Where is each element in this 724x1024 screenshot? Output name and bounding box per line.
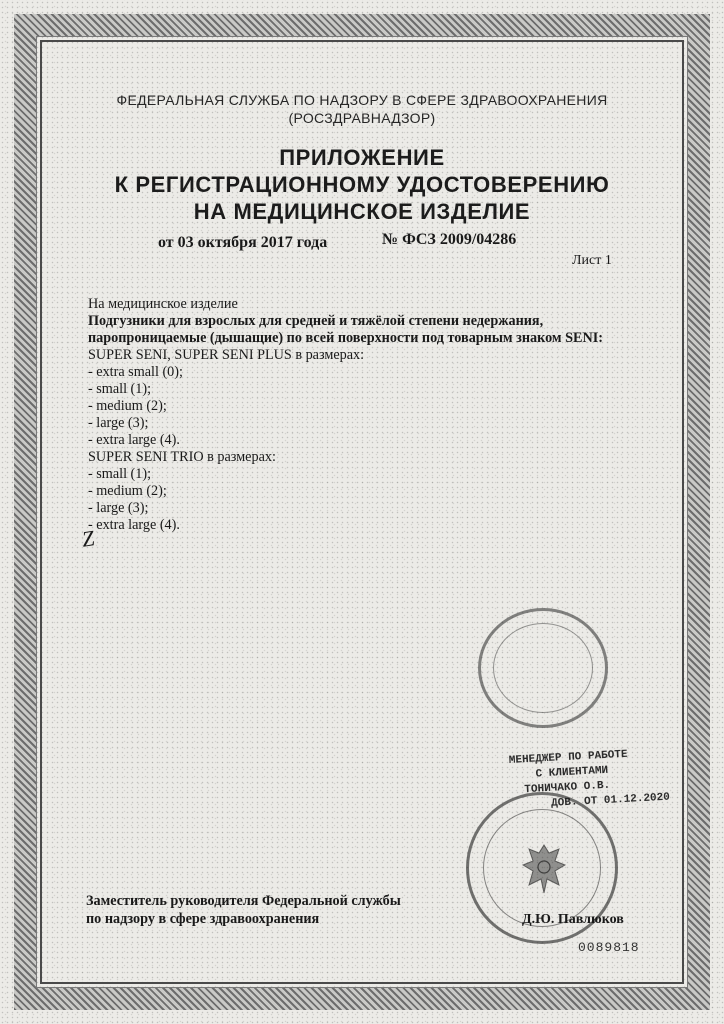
signer-name: Д.Ю. Павлюков — [522, 912, 624, 927]
group1-title: SUPER SENI, SUPER SENI PLUS в размерах: — [88, 347, 365, 363]
signer-title — [86, 892, 401, 928]
list-item: - medium (2); — [88, 398, 167, 414]
round-stamp — [478, 608, 608, 728]
stamp-line: ДОВ. ОТ 01.12.2020 — [550, 791, 671, 810]
document-subtitle-2: НА МЕДИЦИНСКОЕ ИЗДЕЛИЕ — [193, 199, 531, 224]
intro-text: На медицинское изделие — [88, 296, 238, 312]
handwritten-mark: Z — [80, 525, 96, 552]
agency-name: ФЕДЕРАЛЬНАЯ СЛУЖБА ПО НАДЗОРУ В СФЕРЕ ЗДРАВООХРАНЕНИЯ — [116, 92, 608, 108]
signer-title-line-2: по надзору в сфере здравоохранения — [86, 911, 320, 927]
document-title: ПРИЛОЖЕНИЕ — [279, 145, 445, 170]
list-item: - extra small (0); — [88, 364, 183, 380]
list-item: - extra large (4). — [88, 432, 180, 448]
list-item: - large (3); — [88, 415, 149, 431]
list-item: - medium (2); — [88, 483, 167, 499]
signer-title-line-1: Заместитель руководителя Федеральной службы — [86, 893, 401, 909]
sheet-number: Лист 1 — [572, 253, 612, 268]
document-subtitle-1: К РЕГИСТРАЦИОННОМУ УДОСТОВЕРЕНИЮ — [114, 172, 610, 197]
product-description-line-2: паропроницаемые (дышащие) по всей поверхности под товарным знаком SENI: — [88, 330, 603, 346]
stamp-line: ТОНИЧАКО О.В. — [524, 779, 611, 797]
list-item: - small (1); — [88, 381, 152, 397]
registration-number: № ФСЗ 2009/04286 — [382, 231, 517, 248]
product-description-line-1: Подгузники для взрослых для средней и тяжёлой степени недержания, — [88, 313, 544, 329]
stamp-line: С КЛИЕНТАМИ — [535, 764, 609, 781]
eagle-emblem-icon — [519, 839, 569, 899]
serial-number: 0089818 — [578, 940, 640, 955]
agency-abbreviation: (РОСЗДРАВНАДЗОР) — [288, 110, 436, 126]
registration-date: от 03 октября 2017 года — [158, 234, 328, 251]
document-body — [88, 296, 648, 534]
list-item: - large (3); — [88, 500, 149, 516]
stamp-line: МЕНЕДЖЕР ПО РАБОТЕ — [508, 748, 628, 767]
list-item: - extra large (4). — [88, 517, 180, 533]
group2-title: SUPER SENI TRIO в размерах: — [88, 449, 276, 465]
list-item: - small (1); — [88, 466, 152, 482]
